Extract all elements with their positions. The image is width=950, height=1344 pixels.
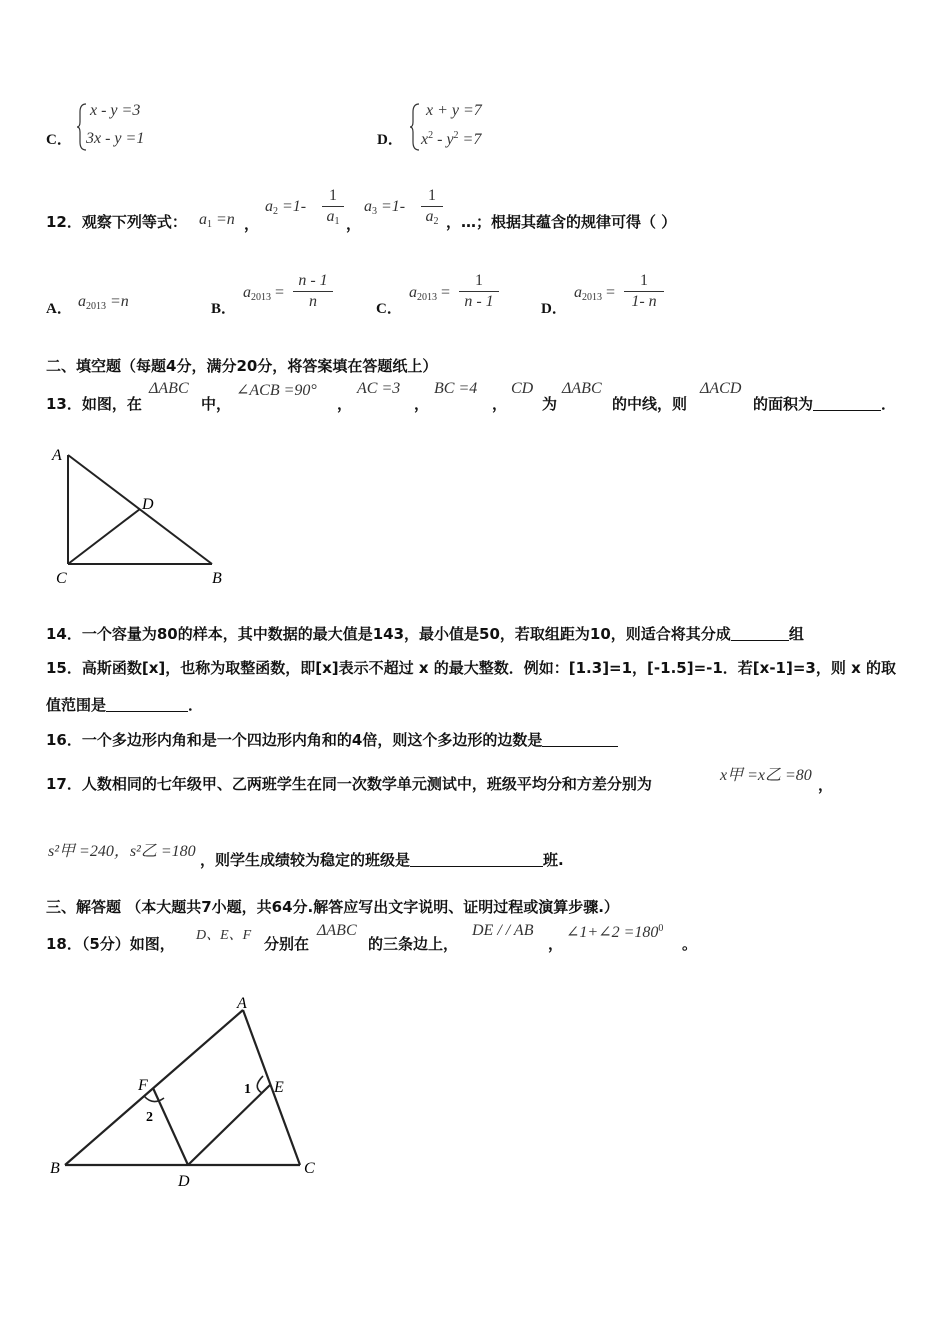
separator: ， (346, 215, 362, 233)
option-d: $a_{2013}$ = (574, 284, 616, 303)
option-b: $a_{2013}$ = (243, 284, 285, 303)
equation: $x^2 - y^2 =7$ (421, 130, 482, 148)
variances: s²甲 =240，s²乙 =180 (48, 843, 196, 860)
point-label: A (237, 995, 247, 1012)
text: ， (492, 395, 508, 413)
question-number: 18．（5分）如图， (46, 935, 175, 953)
text: ， (548, 935, 564, 953)
text: 的面积为 ． (753, 395, 897, 413)
math: ΔABC (149, 380, 189, 397)
question-14: 14．一个容量为80的样本，其中数据的最大值是143，最小值是50，若取组距为10，则适合将其分成 组 (46, 625, 804, 643)
fraction: $\frac{1}{1- n}$ (624, 271, 664, 312)
text: 的三条边上， (368, 935, 459, 953)
option-a: $a_{2013} =n$ (78, 293, 129, 312)
point-label: A (52, 447, 62, 464)
text: 为 (542, 395, 558, 413)
section-heading: 三、解答题 （本大题共7小题，共64分.解答应写出文字说明、证明过程或演算步骤.） (46, 898, 619, 916)
angle-label: 1 (244, 1082, 251, 1097)
point-label: B (50, 1160, 60, 1177)
option-c: $a_{2013}$ = (409, 284, 451, 303)
math: ∠ACB =90° (236, 382, 317, 399)
point-label: B (212, 570, 222, 587)
question-15: 15．高斯函数[x]，也称为取整函数，即[x]表示不超过 x 的最大整数．例如：[1.3]=1，[-1.5]=-1．若[x-1]=3，则 x 的取 (46, 659, 896, 677)
question-number: 12．观察下列等式： (46, 213, 187, 231)
fraction: $\frac{1}{n - 1}$ (459, 271, 499, 312)
math: CD (511, 380, 534, 397)
option-label: C． (46, 132, 72, 148)
math: ∠1+∠2 $=180^0$ (566, 923, 664, 941)
answer-blank (731, 626, 789, 641)
text: ， (818, 776, 834, 794)
separator: ， (244, 215, 260, 233)
text: ， (414, 395, 430, 413)
answer-blank (542, 732, 618, 747)
math: ΔABC (562, 380, 602, 397)
means: x甲 =x乙 =80 (720, 767, 812, 784)
equation-a1: $a_1 =n$ (199, 211, 235, 230)
question-number: 17．人数相同的七年级甲、乙两班学生在同一次数学单元测试中，班级平均分和方差分别为 (46, 775, 652, 793)
section-heading: 二、填空题（每题4分，满分20分，将答案填在答题纸上） (46, 357, 438, 375)
option-label: B． (211, 301, 237, 317)
answer-blank (813, 396, 881, 411)
figure-triangle-def (40, 990, 340, 1195)
option-label: D． (541, 301, 567, 317)
text: ，则学生成绩较为稳定的班级是 班. (200, 851, 564, 869)
fraction: $\frac{1}{a_1}$ (322, 186, 344, 232)
option-label: A． (46, 301, 72, 317)
point-label: C (56, 570, 67, 587)
text: 。 (682, 935, 698, 953)
question-number: 13．如图，在 (46, 395, 142, 413)
equation-a3: $a_3 =1-$ (364, 198, 406, 217)
math: DE / / AB (472, 922, 534, 939)
text: 的中线，则 (612, 395, 688, 413)
fraction: $\frac{1}{a_2}$ (421, 186, 443, 232)
equation-a2: $a_2 =1-$ (265, 198, 307, 217)
math: AC =3 (357, 380, 401, 397)
figure-triangle-abc (40, 440, 240, 590)
text: ， (337, 395, 353, 413)
equation: x + y =7 (426, 102, 482, 119)
fraction: $\frac{n - 1}{n}$ (293, 271, 333, 312)
option-label: D． (377, 132, 403, 148)
equation: x - y =3 (90, 102, 141, 119)
point-label: E (274, 1079, 284, 1096)
answer-blank (106, 697, 188, 712)
question-15-cont: 值范围是 ． (46, 696, 204, 714)
math: D、E、F (196, 928, 252, 943)
text: 中， (201, 395, 232, 413)
angle-label: 2 (146, 1110, 153, 1125)
equation: 3x - y =1 (86, 130, 145, 147)
option-label: C． (376, 301, 402, 317)
math: ΔACD (700, 380, 742, 397)
point-label: D (178, 1173, 190, 1190)
left-brace-icon (409, 102, 421, 152)
question-16: 16．一个多边形内角和是一个四边形内角和的4倍，则这个多边形的边数是 (46, 729, 618, 750)
point-label: C (304, 1160, 315, 1177)
question-tail: ，…；根据其蕴含的规律可得（ ） (446, 213, 677, 231)
math: ΔABC (317, 922, 357, 939)
point-label: F (138, 1077, 148, 1094)
answer-blank (410, 852, 543, 867)
text: 分别在 (264, 935, 310, 953)
point-label: D (142, 496, 154, 513)
math: BC =4 (434, 380, 478, 397)
